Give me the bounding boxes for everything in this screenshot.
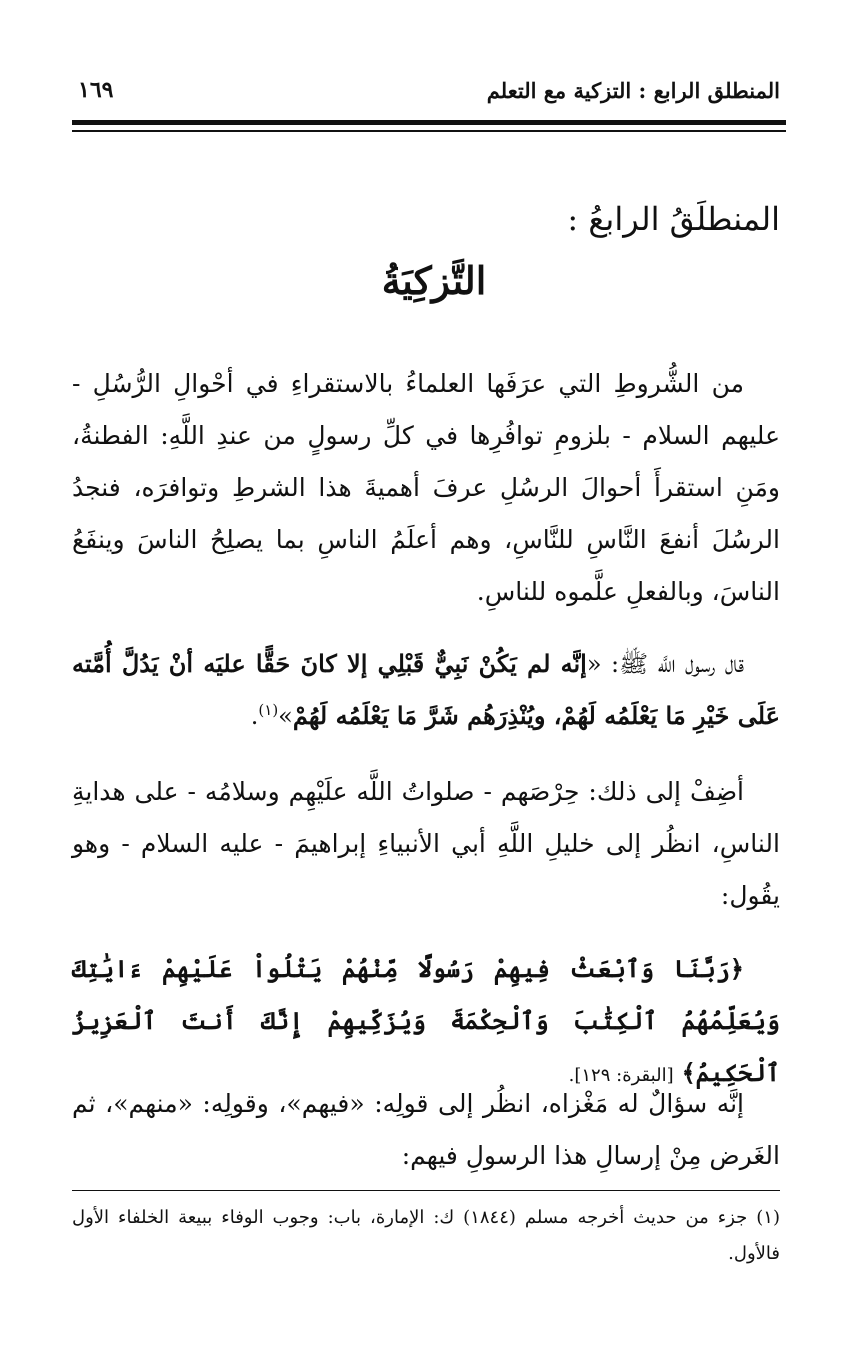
paragraph-5: إنَّه سؤالٌ له مَغْزاه، انظُر إلى قولِه: «فيهم»، وقولِه: «منهم»، ثم الغَرض مِنْ إرسالِ هذا الرسولِ فيهم: [72,1089,780,1170]
paragraph-2 [72,638,780,742]
footnote-marker[interactable]: (١) [258,701,279,719]
running-title: المنطلق الرابع : التزكية مع التعلم [486,77,780,103]
footnote: (١) جزء من حديث أخرجه مسلم (١٨٤٤) ك: الإمارة، باب: وجوب الوفاء ببيعة الخلفاء الأول فالأول. [72,1207,780,1264]
verse-reference: [البقرة: ١٢٩]. [568,1065,674,1086]
paragraph-3: أضِفْ إلى ذلك: حِرْصَهم - صلواتُ اللَّه علَيْهِم وسلامُه - على هدايةِ الناسِ، انظُر إلى خليلِ اللَّهِ أبي الأنبياءِ إبراهيمَ - عليه السلام - وهو يقُول: [72,777,780,910]
hadith-text: إنَّه لم يَكُنْ نَبِيٌّ قَبْلِي إلا كانَ حَقًّا عليَه أنْ يَدُلَّ أُمَّته عَلَى خَيْرِ مَا يَعْلَمُه لَهُمْ، ويُنْذِرَهُم شَرَّ مَا يَعْلَمُه لَهُمْ [72,649,780,730]
page-header [78,70,780,110]
hadith-end: . [250,702,259,730]
footnote-divider [72,1190,780,1191]
page-number: ١٦٩ [78,77,114,103]
quran-verse: ﴿رَبَّنَا وَٱبْعَثْ فِيهِمْ رَسُولًا مِّنْهُمْ يَتْلُواْ عَلَيْهِمْ ءَايَٰتِكَ وَيُعَلِّمُهُمُ ٱلْكِتَٰبَ وَٱلْحِكْمَةَ وَيُزَكِّيهِمْ إِنَّكَ أَنتَ ٱلْعَزِيزُ ٱلْحَكِيمُ﴾ [72,954,780,1087]
paragraph-1: من الشُّروطِ التي عرَفَها العلماءُ بالاستقراءِ في أحْوالِ الرُّسُلِ - عليهم السلام - بلزومِ توافُرِها في كلِّ رسولٍ من عندِ اللَّهِ: الفطنةُ، ومَنِ استقرأَ أحوالَ الرسُلِ عرفَ أهميةَ هذا الشرطِ وتوافرَه، فنجدُ الرسُلَ أنفعَ النَّاسِ للنَّاسِ، وهم أعلَمُ الناسِ بما يصلِحُ الناسَ وينفَعُ الناسَ، وبالفعلِ علَّموه للناسِ. [72,369,780,606]
section-label: المنطلَقُ الرابعُ : [567,200,780,238]
hadith-close: » [278,702,293,730]
header-rule-thick [72,120,786,125]
header-rule-thin [72,130,786,132]
hadith-intro: قال رسول اللَّه ﷺ: « [586,650,744,678]
chapter-title: التَّزكِيَةُ [381,258,487,303]
